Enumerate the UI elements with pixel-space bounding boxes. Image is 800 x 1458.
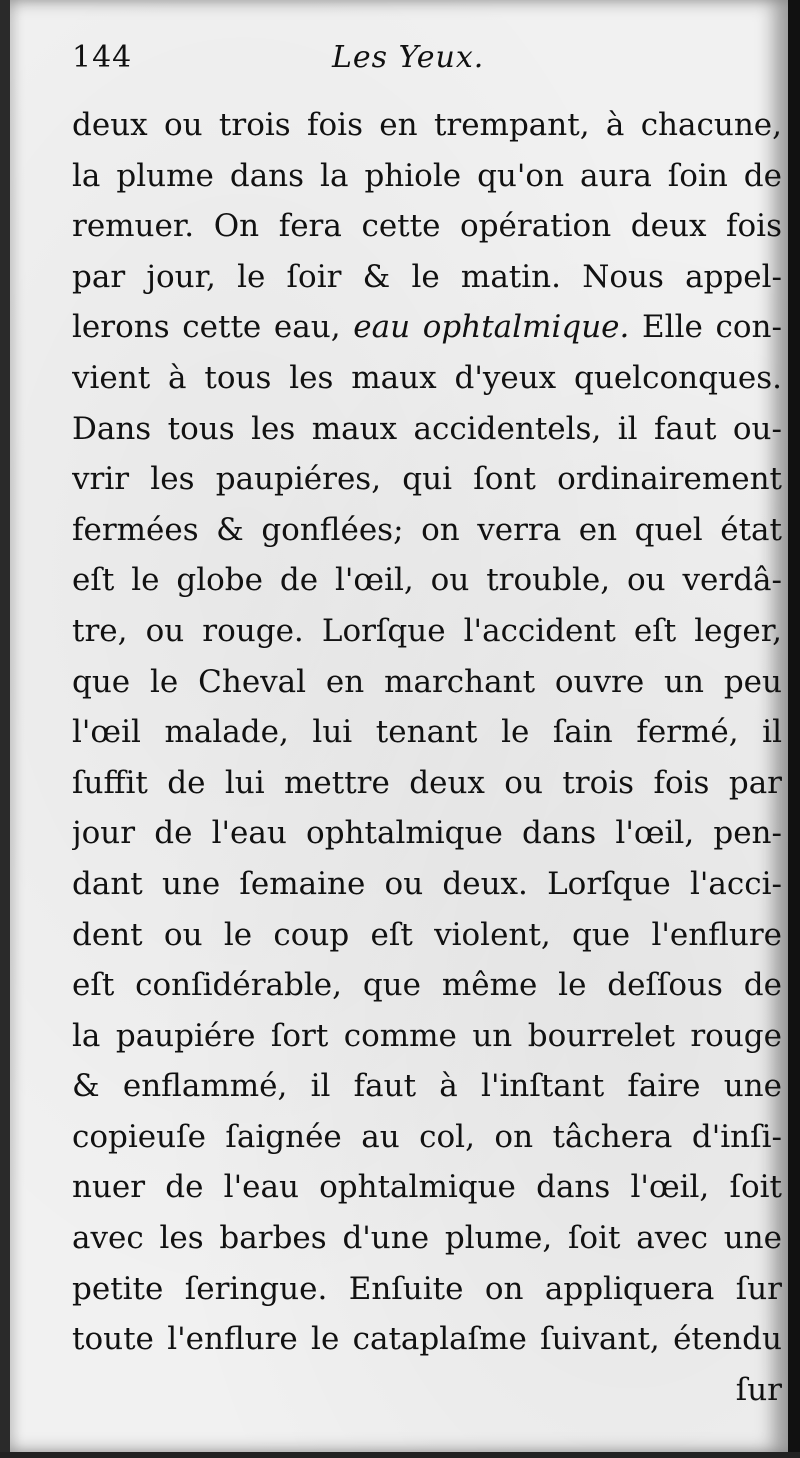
page-edge-shadow xyxy=(788,0,800,1458)
text-line: nuer de l'eau ophtalmique dans l'œil, ſoit xyxy=(72,1169,782,1206)
page-number: 144 xyxy=(72,40,133,75)
text-line: par jour, le ſoir & le matin. Nous appel- xyxy=(72,258,782,295)
text-line: & enflammé, il faut à l'inſtant faire une xyxy=(72,1068,782,1105)
text-line: que le Cheval en marchant ouvre un peu xyxy=(72,663,782,700)
text-line: avec les barbes d'une plume, ſoit avec une xyxy=(72,1220,782,1257)
text-line-start: lerons cette eau, xyxy=(72,309,341,346)
text-line: eſt conſidérable, que même le deſſous de xyxy=(72,967,782,1004)
text-line: vrir les paupiéres, qui ſont ordinairement xyxy=(72,461,782,498)
text-line: dant une ſemaine ou deux. Lorſque l'acci- xyxy=(72,865,782,902)
text-line: la paupiére ſort comme un bourrelet rouge xyxy=(72,1017,782,1054)
text-line: dent ou le coup eſt violent, que l'enflure xyxy=(72,916,782,953)
text-line: deux ou trois fois en trempant, à chacune, xyxy=(72,107,782,143)
text-line: Dans tous les maux accidentels, il faut ou- xyxy=(72,410,782,447)
body-text xyxy=(72,100,782,1415)
text-line: ſuffit de lui mettre deux ou trois fois par xyxy=(72,764,782,801)
text-line: remuer. On fera cette opération deux fois xyxy=(72,208,782,245)
book-page xyxy=(10,0,788,1452)
text-line: la plume dans la phiole qu'on aura ſoin de xyxy=(72,157,782,194)
page-header xyxy=(72,40,762,90)
text-line: jour de l'eau ophtalmique dans l'œil, pen- xyxy=(72,815,782,852)
text-line xyxy=(72,302,782,353)
text-line: fermées & gonflées; on verra en quel état xyxy=(72,511,782,548)
text-line: l'œil malade, lui tenant le ſain fermé, il xyxy=(72,714,782,751)
text-line: petite ſeringue. Enſuite on appliquera ſur xyxy=(72,1270,782,1307)
text-line: toute l'enflure le cataplaſme ſuivant, étendu xyxy=(72,1321,782,1358)
text-line-end: Elle con- xyxy=(629,309,782,346)
running-title: Les Yeux. xyxy=(332,40,485,75)
catchword: ſur xyxy=(735,1371,782,1408)
text-line: copieuſe ſaignée au col, on tâchera d'inſi- xyxy=(72,1118,782,1155)
italic-term: eau ophtalmique. xyxy=(353,309,630,346)
text-line: eſt le globe de l'œil, ou trouble, ou verdâ- xyxy=(72,562,782,599)
page-bottom-edge xyxy=(0,1452,800,1458)
text-line: vient à tous les maux d'yeux quelconques. xyxy=(72,359,782,396)
text-line: tre, ou rouge. Lorſque l'accident eſt leger, xyxy=(72,612,782,649)
